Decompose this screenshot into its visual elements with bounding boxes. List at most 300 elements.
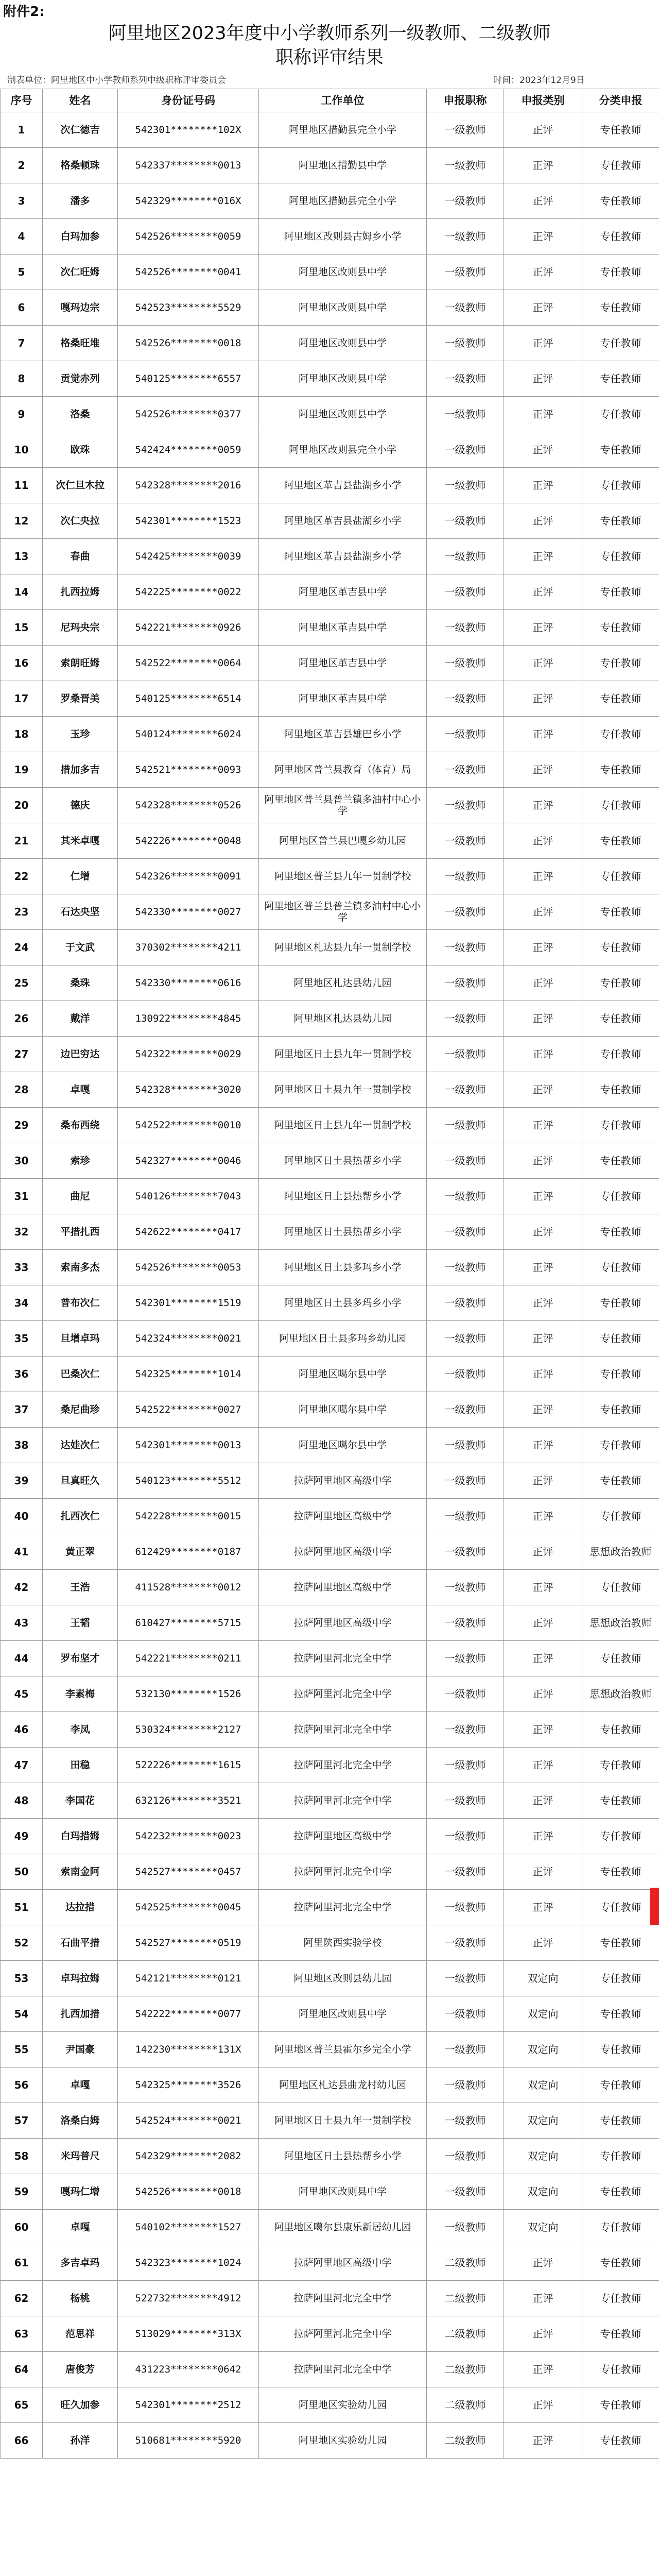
row-id-number: 542526********0377 — [118, 397, 259, 432]
row-id-number: 542337********0013 — [118, 148, 259, 183]
table-row — [1, 2316, 659, 2352]
row-id-number: 610427********5715 — [118, 1605, 259, 1641]
row-work-unit: 阿里地区改则县中学 — [259, 255, 427, 290]
row-name: 戴洋 — [43, 1001, 118, 1037]
row-id-number: 542330********0616 — [118, 965, 259, 1001]
row-seq: 50 — [1, 1854, 43, 1890]
row-classification: 专任教师 — [582, 2387, 659, 2423]
row-work-unit: 阿里地区改则县中学 — [259, 1996, 427, 2032]
row-name: 旺久加参 — [43, 2387, 118, 2423]
row-title: 一级教师 — [427, 361, 504, 397]
table-row — [1, 2174, 659, 2210]
row-name: 德庆 — [43, 788, 118, 823]
row-classification: 专任教师 — [582, 1392, 659, 1428]
row-category: 正评 — [504, 1819, 582, 1854]
row-category: 正评 — [504, 183, 582, 219]
row-category: 正评 — [504, 1357, 582, 1392]
row-name: 桑布西绕 — [43, 1108, 118, 1143]
table-row — [1, 2032, 659, 2067]
row-category: 正评 — [504, 1285, 582, 1321]
row-seq: 36 — [1, 1357, 43, 1392]
row-name: 边巴穷达 — [43, 1037, 118, 1072]
row-title: 一级教师 — [427, 1108, 504, 1143]
row-seq: 13 — [1, 539, 43, 574]
row-title: 一级教师 — [427, 1605, 504, 1641]
row-title: 一级教师 — [427, 326, 504, 361]
row-name: 田稳 — [43, 1748, 118, 1783]
row-id-number: 632126********3521 — [118, 1783, 259, 1819]
row-classification: 专任教师 — [582, 1463, 659, 1499]
row-classification: 专任教师 — [582, 1037, 659, 1072]
row-work-unit: 阿里地区噶尔县康乐新居幼儿园 — [259, 2210, 427, 2245]
table-row — [1, 1463, 659, 1499]
col-header-title: 申报职称 — [427, 89, 504, 112]
row-id-number: 542522********0064 — [118, 646, 259, 681]
row-seq: 56 — [1, 2067, 43, 2103]
row-seq: 25 — [1, 965, 43, 1001]
row-work-unit: 阿里地区日土县热帮乡小学 — [259, 1179, 427, 1214]
row-name: 白玛加参 — [43, 219, 118, 255]
row-title: 一级教师 — [427, 1285, 504, 1321]
row-seq: 18 — [1, 717, 43, 752]
col-header-classification: 分类申报 — [582, 89, 659, 112]
row-seq: 26 — [1, 1001, 43, 1037]
row-name: 达娃次仁 — [43, 1428, 118, 1463]
row-classification: 专任教师 — [582, 646, 659, 681]
row-id-number: 542226********0048 — [118, 823, 259, 859]
row-classification: 专任教师 — [582, 1712, 659, 1748]
row-classification: 专任教师 — [582, 1961, 659, 1996]
row-work-unit: 拉萨阿里河北完全中学 — [259, 2316, 427, 2352]
row-work-unit: 阿里地区改则县完全小学 — [259, 432, 427, 468]
row-name: 巴桑次仁 — [43, 1357, 118, 1392]
row-name: 李凤 — [43, 1712, 118, 1748]
row-name: 洛桑白姆 — [43, 2103, 118, 2139]
row-work-unit: 阿里地区普兰县普兰镇多油村中心小学 — [259, 894, 427, 930]
row-classification: 专任教师 — [582, 1179, 659, 1214]
row-seq: 43 — [1, 1605, 43, 1641]
row-work-unit: 阿里地区日土县九年一贯制学校 — [259, 1108, 427, 1143]
row-title: 一级教师 — [427, 859, 504, 894]
row-seq: 3 — [1, 183, 43, 219]
row-name: 平措扎西 — [43, 1214, 118, 1250]
table-row — [1, 1925, 659, 1961]
row-work-unit: 阿里地区日土县多玛乡小学 — [259, 1285, 427, 1321]
row-title: 一级教师 — [427, 1072, 504, 1108]
row-id-number: 542301********102X — [118, 112, 259, 148]
row-title: 一级教师 — [427, 148, 504, 183]
row-title: 二级教师 — [427, 2352, 504, 2387]
col-header-id-number: 身份证号码 — [118, 89, 259, 112]
row-classification: 专任教师 — [582, 290, 659, 326]
page-title — [0, 22, 659, 70]
row-seq: 1 — [1, 112, 43, 148]
row-seq: 60 — [1, 2210, 43, 2245]
row-seq: 45 — [1, 1676, 43, 1712]
row-classification: 专任教师 — [582, 752, 659, 788]
attachment-label: 附件2: — [3, 4, 45, 20]
row-seq: 2 — [1, 148, 43, 183]
row-name: 石曲平措 — [43, 1925, 118, 1961]
row-seq: 19 — [1, 752, 43, 788]
row-title: 一级教师 — [427, 1819, 504, 1854]
row-work-unit: 阿里地区革吉县盐湖乡小学 — [259, 468, 427, 503]
row-title: 二级教师 — [427, 2281, 504, 2316]
row-category: 双定向 — [504, 2174, 582, 2210]
row-name: 仁增 — [43, 859, 118, 894]
row-title: 一级教师 — [427, 646, 504, 681]
row-classification: 专任教师 — [582, 1783, 659, 1819]
table-row — [1, 1676, 659, 1712]
row-classification: 专任教师 — [582, 681, 659, 717]
row-seq: 9 — [1, 397, 43, 432]
table-row — [1, 1783, 659, 1819]
row-category: 正评 — [504, 255, 582, 290]
row-seq: 58 — [1, 2139, 43, 2174]
row-id-number: 542330********0027 — [118, 894, 259, 930]
row-work-unit: 阿里地区日土县九年一贯制学校 — [259, 2103, 427, 2139]
row-name: 次仁旺姆 — [43, 255, 118, 290]
row-classification: 专任教师 — [582, 610, 659, 646]
row-seq: 6 — [1, 290, 43, 326]
table-row — [1, 1250, 659, 1285]
table-row — [1, 1819, 659, 1854]
row-name: 白玛措姆 — [43, 1819, 118, 1854]
row-seq: 14 — [1, 574, 43, 610]
row-seq: 33 — [1, 1250, 43, 1285]
row-id-number: 542221********0211 — [118, 1641, 259, 1676]
row-seq: 40 — [1, 1499, 43, 1534]
row-name: 于文武 — [43, 930, 118, 965]
row-classification: 专任教师 — [582, 965, 659, 1001]
row-id-number: 532130********1526 — [118, 1676, 259, 1712]
row-title: 一级教师 — [427, 752, 504, 788]
row-name: 范思祥 — [43, 2316, 118, 2352]
row-category: 双定向 — [504, 2103, 582, 2139]
row-id-number: 542325********1014 — [118, 1357, 259, 1392]
row-work-unit: 阿里地区措勤县完全小学 — [259, 112, 427, 148]
row-seq: 49 — [1, 1819, 43, 1854]
row-name: 石达央坚 — [43, 894, 118, 930]
row-title: 一级教师 — [427, 1499, 504, 1534]
row-classification: 专任教师 — [582, 1285, 659, 1321]
row-work-unit: 阿里地区革吉县中学 — [259, 574, 427, 610]
row-title: 一级教师 — [427, 397, 504, 432]
table-row — [1, 1712, 659, 1748]
row-work-unit: 阿里地区噶尔县中学 — [259, 1428, 427, 1463]
table-row — [1, 1499, 659, 1534]
row-title: 一级教师 — [427, 183, 504, 219]
row-seq: 34 — [1, 1285, 43, 1321]
row-work-unit: 拉萨阿里河北完全中学 — [259, 1783, 427, 1819]
row-category: 正评 — [504, 1143, 582, 1179]
table-row — [1, 112, 659, 148]
row-seq: 35 — [1, 1321, 43, 1357]
row-classification: 专任教师 — [582, 894, 659, 930]
row-classification: 专任教师 — [582, 1214, 659, 1250]
row-title: 一级教师 — [427, 1961, 504, 1996]
row-title: 二级教师 — [427, 2423, 504, 2459]
row-work-unit: 阿里地区革吉县盐湖乡小学 — [259, 539, 427, 574]
row-category: 正评 — [504, 468, 582, 503]
table-row — [1, 1357, 659, 1392]
row-category: 正评 — [504, 503, 582, 539]
row-name: 贡觉赤列 — [43, 361, 118, 397]
row-name: 旦增卓玛 — [43, 1321, 118, 1357]
row-title: 一级教师 — [427, 1748, 504, 1783]
row-work-unit: 阿里地区噶尔县中学 — [259, 1392, 427, 1428]
row-id-number: 542424********0059 — [118, 432, 259, 468]
row-seq: 61 — [1, 2245, 43, 2281]
row-name: 次仁央拉 — [43, 503, 118, 539]
row-work-unit: 阿里陕西实验学校 — [259, 1925, 427, 1961]
row-title: 一级教师 — [427, 255, 504, 290]
row-classification: 专任教师 — [582, 539, 659, 574]
row-id-number: 542222********0077 — [118, 1996, 259, 2032]
row-work-unit: 拉萨阿里地区高级中学 — [259, 1819, 427, 1854]
row-name: 卓嘎 — [43, 2067, 118, 2103]
row-name: 曲尼 — [43, 1179, 118, 1214]
table-row — [1, 681, 659, 717]
row-title: 一级教师 — [427, 1996, 504, 2032]
row-title: 一级教师 — [427, 1463, 504, 1499]
row-work-unit: 阿里地区革吉县中学 — [259, 681, 427, 717]
row-work-unit: 拉萨阿里地区高级中学 — [259, 1499, 427, 1534]
row-id-number: 540125********6557 — [118, 361, 259, 397]
table-row — [1, 2210, 659, 2245]
row-category: 正评 — [504, 432, 582, 468]
table-row — [1, 255, 659, 290]
row-classification: 专任教师 — [582, 859, 659, 894]
row-seq: 12 — [1, 503, 43, 539]
row-work-unit: 阿里地区日土县多玛乡幼儿园 — [259, 1321, 427, 1357]
row-seq: 53 — [1, 1961, 43, 1996]
row-category: 正评 — [504, 1392, 582, 1428]
row-work-unit: 阿里地区日土县九年一贯制学校 — [259, 1072, 427, 1108]
row-category: 正评 — [504, 859, 582, 894]
row-name: 索珍 — [43, 1143, 118, 1179]
row-id-number: 542425********0039 — [118, 539, 259, 574]
row-category: 正评 — [504, 1783, 582, 1819]
row-name: 扎西次仁 — [43, 1499, 118, 1534]
table-row — [1, 183, 659, 219]
row-seq: 57 — [1, 2103, 43, 2139]
col-header-work-unit: 工作单位 — [259, 89, 427, 112]
row-classification: 专任教师 — [582, 183, 659, 219]
row-name: 李国花 — [43, 1783, 118, 1819]
row-work-unit: 拉萨阿里河北完全中学 — [259, 1676, 427, 1712]
row-seq: 27 — [1, 1037, 43, 1072]
row-name: 春曲 — [43, 539, 118, 574]
table-row — [1, 361, 659, 397]
row-id-number: 542324********0021 — [118, 1321, 259, 1357]
row-seq: 39 — [1, 1463, 43, 1499]
row-name: 尹国豪 — [43, 2032, 118, 2067]
table-row — [1, 1534, 659, 1570]
row-title: 一级教师 — [427, 717, 504, 752]
row-id-number: 542526********0018 — [118, 2174, 259, 2210]
row-id-number: 510681********5920 — [118, 2423, 259, 2459]
row-category: 正评 — [504, 1641, 582, 1676]
row-name: 多吉卓玛 — [43, 2245, 118, 2281]
table-row — [1, 2139, 659, 2174]
row-category: 正评 — [504, 2245, 582, 2281]
row-title: 一级教师 — [427, 539, 504, 574]
row-classification: 专任教师 — [582, 823, 659, 859]
title-line-2: 职称评审结果 — [275, 47, 384, 68]
row-work-unit: 拉萨阿里河北完全中学 — [259, 1890, 427, 1925]
row-classification: 专任教师 — [582, 1428, 659, 1463]
row-title: 一级教师 — [427, 930, 504, 965]
row-work-unit: 阿里地区改则县中学 — [259, 361, 427, 397]
row-name: 达拉措 — [43, 1890, 118, 1925]
row-title: 一级教师 — [427, 1392, 504, 1428]
row-seq: 42 — [1, 1570, 43, 1605]
row-name: 欧珠 — [43, 432, 118, 468]
row-work-unit: 阿里地区革吉县中学 — [259, 646, 427, 681]
row-name: 格桑顿珠 — [43, 148, 118, 183]
row-category: 正评 — [504, 2423, 582, 2459]
row-id-number: 142230********131X — [118, 2032, 259, 2067]
row-classification: 专任教师 — [582, 930, 659, 965]
row-title: 一级教师 — [427, 1357, 504, 1392]
table-row — [1, 574, 659, 610]
row-id-number: 542523********5529 — [118, 290, 259, 326]
row-name: 米玛普尺 — [43, 2139, 118, 2174]
row-id-number: 540102********1527 — [118, 2210, 259, 2245]
row-category: 正评 — [504, 1676, 582, 1712]
row-work-unit: 阿里地区札达县九年一贯制学校 — [259, 930, 427, 965]
row-work-unit: 阿里地区实验幼儿园 — [259, 2423, 427, 2459]
row-classification: 专任教师 — [582, 2032, 659, 2067]
row-work-unit: 拉萨阿里地区高级中学 — [259, 1570, 427, 1605]
row-id-number: 542323********1024 — [118, 2245, 259, 2281]
row-work-unit: 拉萨阿里地区高级中学 — [259, 2245, 427, 2281]
row-id-number: 542525********0045 — [118, 1890, 259, 1925]
row-category: 正评 — [504, 646, 582, 681]
row-title: 一级教师 — [427, 1925, 504, 1961]
col-header-seq: 序号 — [1, 89, 43, 112]
table-row — [1, 432, 659, 468]
row-title: 一级教师 — [427, 1854, 504, 1890]
table-row — [1, 930, 659, 965]
row-category: 正评 — [504, 1214, 582, 1250]
row-work-unit: 阿里地区噶尔县中学 — [259, 1357, 427, 1392]
col-header-name: 姓名 — [43, 89, 118, 112]
row-work-unit: 阿里地区日土县热帮乡小学 — [259, 1143, 427, 1179]
row-name: 扎西加措 — [43, 1996, 118, 2032]
row-work-unit: 阿里地区改则县中学 — [259, 2174, 427, 2210]
row-seq: 21 — [1, 823, 43, 859]
table-row — [1, 1143, 659, 1179]
row-work-unit: 拉萨阿里地区高级中学 — [259, 1463, 427, 1499]
row-classification: 思想政治教师 — [582, 1534, 659, 1570]
row-classification: 专任教师 — [582, 1108, 659, 1143]
row-title: 一级教师 — [427, 788, 504, 823]
row-name: 措加多吉 — [43, 752, 118, 788]
row-title: 一级教师 — [427, 1570, 504, 1605]
row-name: 其米卓嘎 — [43, 823, 118, 859]
row-seq: 47 — [1, 1748, 43, 1783]
row-work-unit: 阿里地区普兰县普兰镇多油村中心小学 — [259, 788, 427, 823]
row-work-unit: 阿里地区普兰县霍尔乡完全小学 — [259, 2032, 427, 2067]
results-table — [0, 89, 659, 2459]
row-title: 一级教师 — [427, 894, 504, 930]
row-seq: 23 — [1, 894, 43, 930]
row-seq: 10 — [1, 432, 43, 468]
row-classification: 专任教师 — [582, 1996, 659, 2032]
row-seq: 20 — [1, 788, 43, 823]
row-classification: 专任教师 — [582, 1250, 659, 1285]
row-id-number: 542329********016X — [118, 183, 259, 219]
row-name: 格桑旺堆 — [43, 326, 118, 361]
row-category: 正评 — [504, 1605, 582, 1641]
row-category: 正评 — [504, 1179, 582, 1214]
col-header-category: 申报类别 — [504, 89, 582, 112]
table-row — [1, 2387, 659, 2423]
row-category: 正评 — [504, 1925, 582, 1961]
table-row — [1, 1321, 659, 1357]
row-id-number: 542225********0022 — [118, 574, 259, 610]
row-category: 正评 — [504, 148, 582, 183]
title-line-1: 阿里地区2023年度中小学教师系列一级教师、二级教师 — [108, 23, 551, 44]
row-seq: 4 — [1, 219, 43, 255]
issue-date: 时间：2023年12月9日 — [493, 75, 585, 86]
row-seq: 7 — [1, 326, 43, 361]
row-title: 一级教师 — [427, 2210, 504, 2245]
row-work-unit: 拉萨阿里河北完全中学 — [259, 2281, 427, 2316]
row-name: 罗桑晋美 — [43, 681, 118, 717]
row-category: 双定向 — [504, 2139, 582, 2174]
row-title: 一级教师 — [427, 2067, 504, 2103]
row-name: 卓嘎 — [43, 1072, 118, 1108]
row-classification: 专任教师 — [582, 1357, 659, 1392]
table-row — [1, 788, 659, 823]
table-row — [1, 1961, 659, 1996]
row-category: 正评 — [504, 2387, 582, 2423]
row-work-unit: 阿里地区革吉县中学 — [259, 610, 427, 646]
table-row — [1, 1037, 659, 1072]
row-name: 孙洋 — [43, 2423, 118, 2459]
table-row — [1, 717, 659, 752]
row-category: 正评 — [504, 1037, 582, 1072]
row-classification: 专任教师 — [582, 1321, 659, 1357]
row-name: 李素梅 — [43, 1676, 118, 1712]
row-classification: 专任教师 — [582, 503, 659, 539]
row-work-unit: 阿里地区札达县幼儿园 — [259, 965, 427, 1001]
row-id-number: 522732********4912 — [118, 2281, 259, 2316]
row-id-number: 530324********2127 — [118, 1712, 259, 1748]
row-id-number: 513029********313X — [118, 2316, 259, 2352]
row-category: 正评 — [504, 1748, 582, 1783]
row-work-unit: 阿里地区措勤县完全小学 — [259, 183, 427, 219]
row-category: 正评 — [504, 1499, 582, 1534]
row-seq: 16 — [1, 646, 43, 681]
row-classification: 专任教师 — [582, 574, 659, 610]
row-category: 双定向 — [504, 1961, 582, 1996]
row-seq: 46 — [1, 1712, 43, 1748]
row-category: 正评 — [504, 1001, 582, 1037]
row-category: 正评 — [504, 894, 582, 930]
row-id-number: 542327********0046 — [118, 1143, 259, 1179]
row-name: 唐俊芳 — [43, 2352, 118, 2387]
row-work-unit: 阿里地区改则县中学 — [259, 326, 427, 361]
row-seq: 30 — [1, 1143, 43, 1179]
row-title: 一级教师 — [427, 1676, 504, 1712]
row-classification: 专任教师 — [582, 2423, 659, 2459]
table-row — [1, 1001, 659, 1037]
row-id-number: 431223********0642 — [118, 2352, 259, 2387]
